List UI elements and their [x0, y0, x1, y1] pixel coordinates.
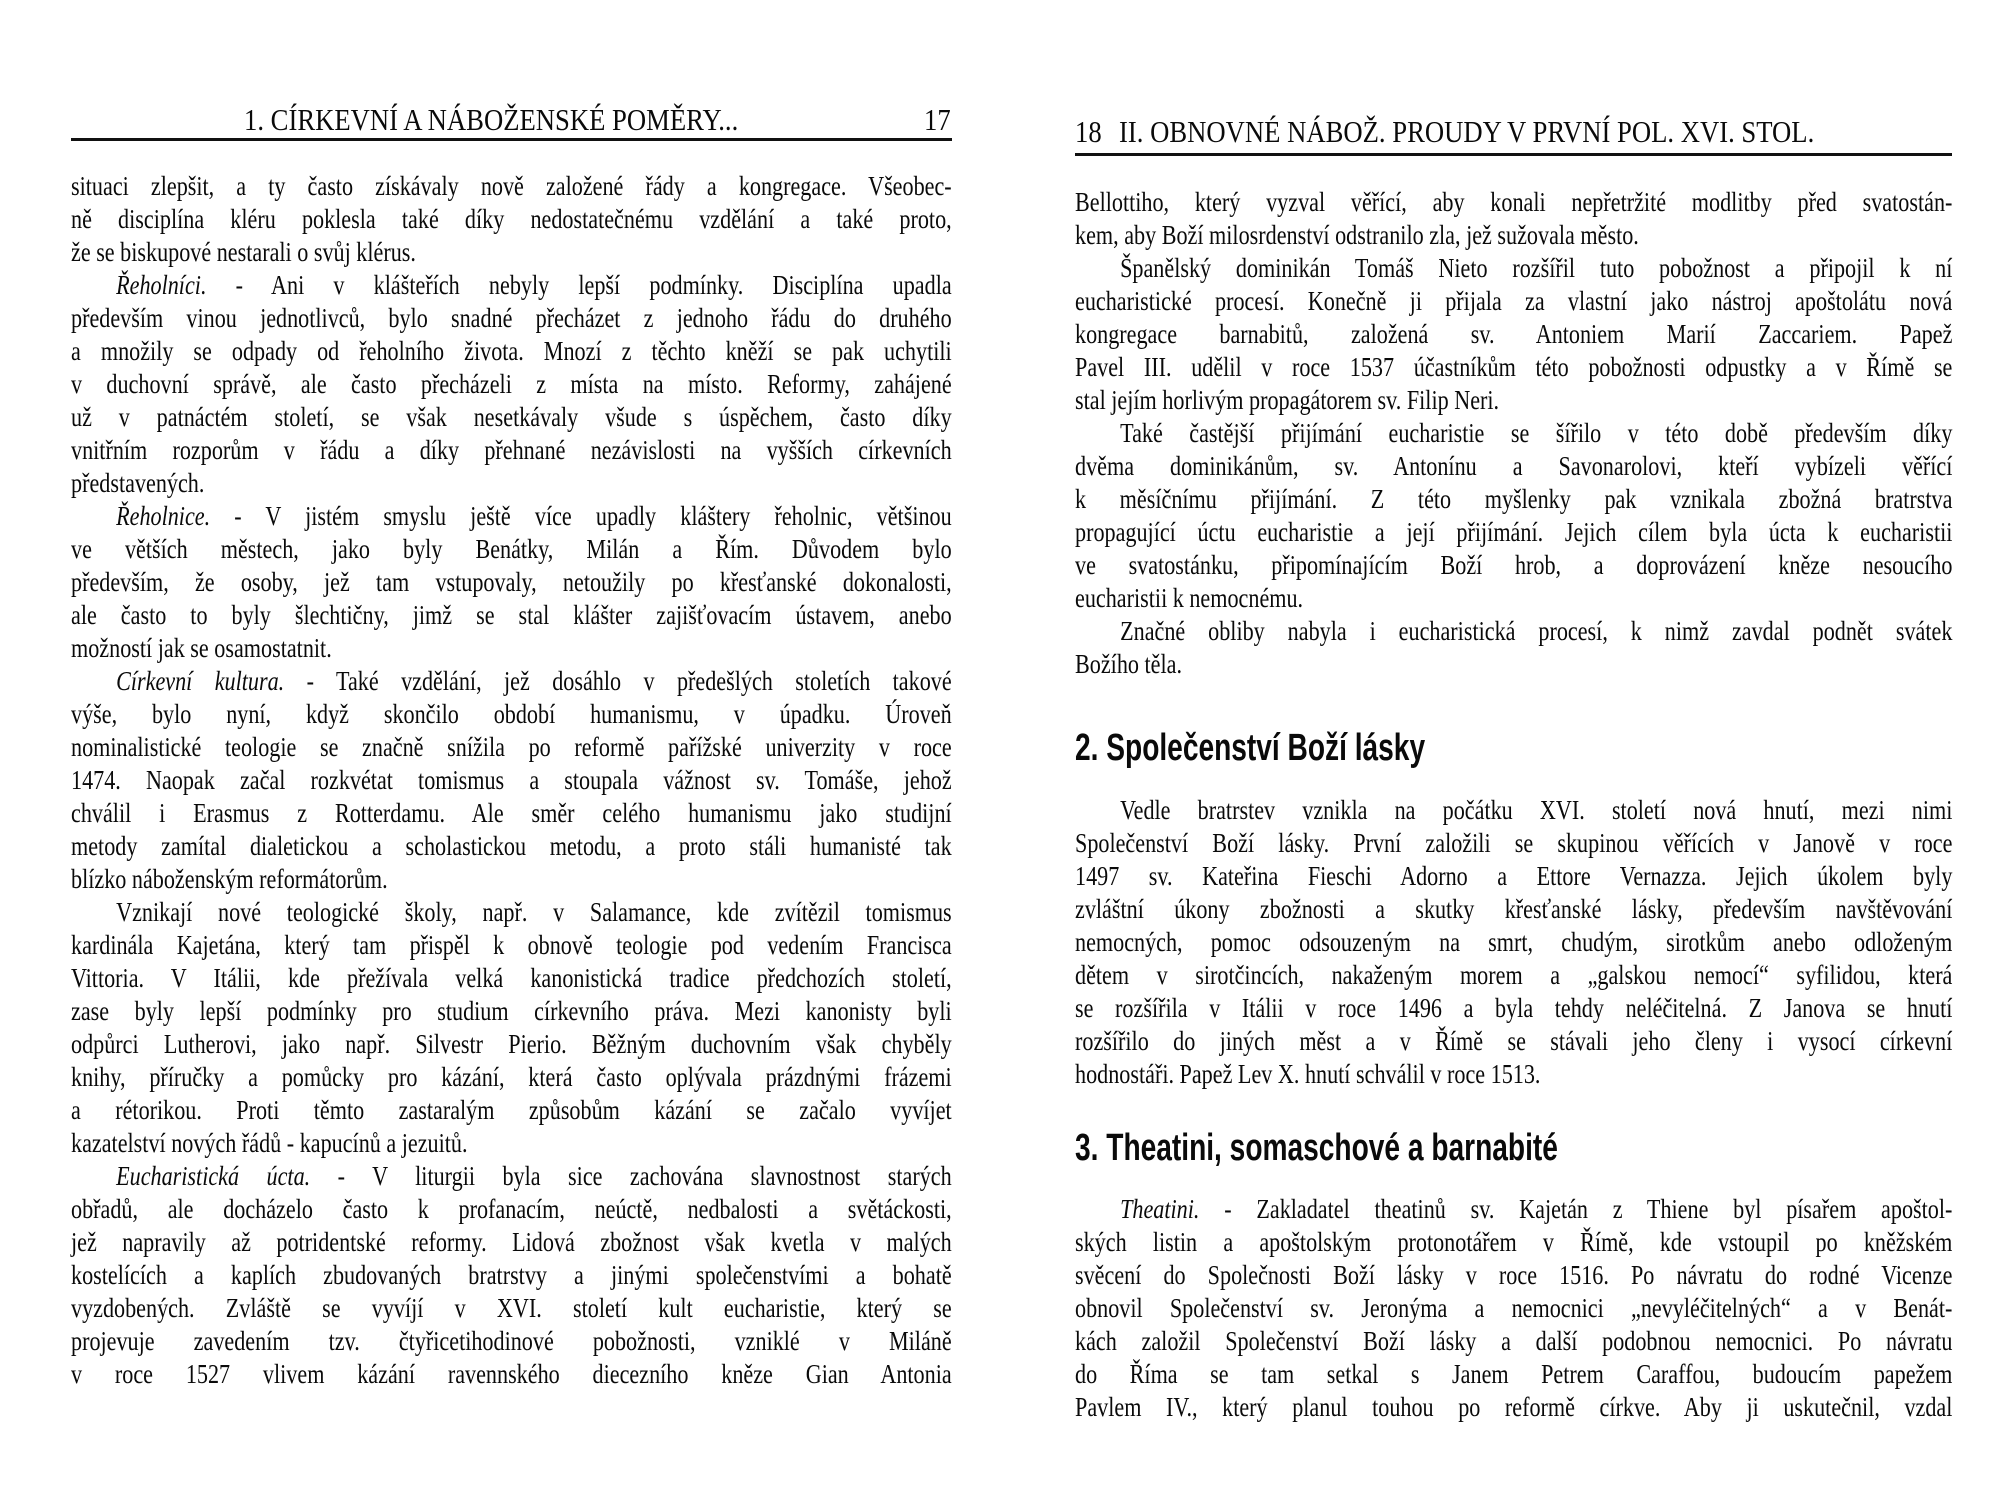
paragraph-lead: Církevní kultura. — [116, 666, 285, 696]
text-line — [1075, 1259, 1952, 1292]
text-line — [71, 929, 952, 962]
text-line — [1075, 483, 1952, 516]
line-text: eucharistii k nemocnému. — [1075, 583, 1304, 613]
line-text: Značné obliby nabyla i eucharistická procesí, k nimž zavdal podnět svátek — [1120, 616, 1953, 646]
text-line — [71, 1325, 952, 1358]
text-line — [71, 632, 952, 665]
line-text: Bellottiho, který vyzval věřící, aby konali nepřetržité modlitby před svatostán- — [1075, 187, 1953, 217]
text-line — [1075, 516, 1952, 549]
line-text: nominalistické teologie se značně snížila po reformě pařížské univerzity v roce — [71, 732, 952, 762]
text-line — [71, 731, 952, 764]
text-line — [1075, 1292, 1952, 1325]
paragraph — [1075, 615, 1952, 681]
text-line — [1075, 860, 1952, 893]
text-line — [71, 797, 952, 830]
line-text: obřadů, ale docházelo často k profanacím, neúctě, nedbalosti a světáckosti, — [71, 1194, 952, 1224]
line-text: ských listin a apoštolským protonotářem v Římě, kde vstoupil po kněžském — [1075, 1227, 1953, 1257]
text-line — [1075, 417, 1952, 450]
text-line — [1075, 1193, 1952, 1226]
line-text: 1497 sv. Kateřina Fieschi Adorno a Ettore Vernazza. Jejich úkolem byly — [1075, 861, 1953, 891]
paragraph — [1075, 186, 1952, 252]
paragraph-lead: Řeholníci. — [116, 270, 207, 300]
line-text: kách založil Společenství Boží lásky a další podobnou nemocnici. Po návratu — [1075, 1326, 1953, 1356]
text-line — [71, 995, 952, 1028]
running-head-title: II. OBNOVNÉ NÁBOŽ. PROUDY V PRVNÍ POL. XVI. STOL. — [1119, 114, 1815, 149]
text-line — [71, 566, 952, 599]
text-line — [71, 1061, 952, 1094]
line-text: rozšířilo do jiných měst a v Římě se stávali jeho členy i vysocí církevní — [1075, 1026, 1953, 1056]
header-rule — [71, 138, 952, 141]
line-text: chválil i Erasmus z Rotterdamu. Ale směr celého humanismu jako studijní — [71, 798, 952, 828]
text-line — [1075, 219, 1952, 252]
paragraph — [1075, 252, 1952, 417]
line-text: Španělský dominikán Tomáš Nieto rozšířil tuto pobožnost a připojil k ní — [1120, 253, 1953, 283]
text-line — [71, 1226, 952, 1259]
page-number: 17 — [924, 102, 951, 137]
body-text — [71, 170, 952, 1391]
line-text: Společenství Boží lásky. První založili se skupinou věřících v Janově v roce — [1075, 828, 1953, 858]
line-text: ale často to byly šlechtičny, jimž se stal klášter zajišťovacím ústavem, anebo — [71, 600, 952, 630]
line-text: propagující úctu eucharistie a její přijímání. Jejich cílem byla úcta k eucharistii — [1075, 517, 1953, 547]
paragraph-lead: Eucharistická úcta. — [116, 1161, 311, 1191]
text-line — [1075, 549, 1952, 582]
text-line — [71, 665, 952, 698]
text-line — [71, 1358, 952, 1391]
line-text: Vznikají nové teologické školy, např. v Salamance, kde zvítězil tomismus — [116, 897, 952, 927]
line-text: stal jejím horlivým propagátorem sv. Filip Neri. — [1075, 385, 1500, 415]
line-text: a rétorikou. Proti těmto zastaralým způsobům kázání se začalo vyvíjet — [71, 1095, 952, 1125]
line-text: - Také vzdělání, jež dosáhlo v předešlých stoletích takové — [284, 666, 952, 696]
line-text: - V liturgii byla sice zachována slavnostnost starých — [310, 1161, 952, 1191]
line-text: ve větších městech, jako byly Benátky, Milán a Řím. Důvodem bylo — [71, 534, 952, 564]
text-line — [71, 467, 952, 500]
text-line — [1075, 827, 1952, 860]
text-line — [1075, 1391, 1952, 1424]
text-line — [71, 1127, 952, 1160]
line-text: ve svatostánku, připomínajícím Boží hrob, a doprovázení kněze nesoucího — [1075, 550, 1953, 580]
line-text: kardinála Kajetána, který tam přispěl k obnově teologie pod vedením Francisca — [71, 930, 952, 960]
line-text: ně disciplína kléru poklesla také díky nedostatečnému vzdělání a také proto, — [71, 204, 952, 234]
paragraph — [1075, 794, 1952, 1091]
text-line — [71, 764, 952, 797]
text-line — [71, 500, 952, 533]
text-line — [1075, 992, 1952, 1025]
text-line — [1075, 450, 1952, 483]
text-line — [1075, 186, 1952, 219]
page-number: 18 — [1075, 114, 1102, 149]
line-text: odpůrci Lutherovi, jako např. Silvestr Pierio. Běžným duchovním však chyběly — [71, 1029, 952, 1059]
line-text: nemocných, pomoc odsouzeným na smrt, chudým, sirotkům anebo odloženým — [1075, 927, 1953, 957]
section-3-text — [1075, 1193, 1952, 1424]
line-text: Pavlem IV., který planul touhou po reformě církve. Aby ji uskutečnil, vzdal — [1075, 1392, 1953, 1422]
line-text: - Zakladatel theatinů sv. Kajetán z Thiene byl písařem apoštol- — [1199, 1194, 1953, 1224]
text-line — [71, 335, 952, 368]
line-text: vnitřním rozporům v řádu a díky přehnané nezávislosti na vyšších církevních — [71, 435, 952, 465]
text-line — [1075, 893, 1952, 926]
line-text: situaci zlepšit, a ty často získávaly nově založené řády a kongregace. Všeobec- — [71, 171, 952, 201]
line-text: jež napravily až potridentské reformy. Lidová zbožnost však kvetla v malých — [71, 1227, 952, 1257]
line-text: eucharistické procesí. Konečně ji přijala za vlastní jako nástroj apoštolátu nová — [1075, 286, 1953, 316]
text-line — [71, 863, 952, 896]
paragraph — [71, 896, 952, 1160]
paragraph — [1075, 1193, 1952, 1424]
text-line — [1075, 615, 1952, 648]
text-line — [71, 302, 952, 335]
text-line — [1075, 252, 1952, 285]
paragraph-lead: Řeholnice. — [116, 501, 211, 531]
line-text: metody zamítal dialetickou a scholastickou metodu, a proto stáli humanisté tak — [71, 831, 952, 861]
paragraph — [71, 269, 952, 500]
text-line — [71, 830, 952, 863]
line-text: 1474. Naopak začal rozkvétat tomismus a stoupala vážnost sv. Tomáše, jehož — [71, 765, 952, 795]
paragraph — [1075, 417, 1952, 615]
text-line — [71, 236, 952, 269]
text-line — [1075, 1325, 1952, 1358]
text-line — [71, 698, 952, 731]
paragraph-lead: Theatini. — [1120, 1194, 1200, 1224]
line-text: knihy, příručky a pomůcky pro kázání, která často oplývala prázdnými frázemi — [71, 1062, 952, 1092]
text-line — [71, 1160, 952, 1193]
section-heading-3: 3. Theatini, somaschové a barnabité — [1075, 1127, 1558, 1169]
line-text: zase byly lepší podmínky pro studium církevního práva. Mezi kanonisty byli — [71, 996, 952, 1026]
text-line — [71, 1094, 952, 1127]
line-text: Vittoria. V Itálii, kde přežívala velká kanonistická tradice předchozích století, — [71, 963, 952, 993]
text-line — [1075, 959, 1952, 992]
line-text: blízko náboženským reformátorům. — [71, 864, 388, 894]
line-text: kostelících a kaplích zbudovaných bratrstvy a jinými společenstvími a bohatě — [71, 1260, 952, 1290]
body-text — [1075, 186, 1952, 681]
text-line — [71, 1292, 952, 1325]
text-line — [71, 203, 952, 236]
running-head-title: 1. CÍRKEVNÍ A NÁBOŽENSKÉ POMĚRY... — [244, 102, 739, 137]
text-line — [1075, 1025, 1952, 1058]
line-text: kazatelství nových řádů - kapucínů a jezuitů. — [71, 1128, 468, 1158]
text-line — [71, 269, 952, 302]
text-line — [71, 170, 952, 203]
text-line — [1075, 351, 1952, 384]
line-text: obnovil Společenství sv. Jeronýma a nemocnici „nevyléčitelných“ a v Benát- — [1075, 1293, 1953, 1323]
line-text: Také častější přijímání eucharistie se šířilo v této době především díky — [1120, 418, 1953, 448]
text-line — [1075, 648, 1952, 681]
line-text: představených. — [71, 468, 205, 498]
text-line — [1075, 582, 1952, 615]
text-line — [71, 368, 952, 401]
line-text: že se biskupové nestarali o svůj klérus. — [71, 237, 416, 267]
header-rule — [1075, 153, 1952, 156]
text-line — [71, 401, 952, 434]
line-text: dětem v sirotčincích, nakaženým morem a „galskou nemocí“ syfilidou, která — [1075, 960, 1953, 990]
text-line — [71, 434, 952, 467]
text-line — [1075, 285, 1952, 318]
line-text: kongregace barnabitů, založená sv. Antoniem Marií Zaccariem. Papež — [1075, 319, 1953, 349]
paragraph — [71, 170, 952, 269]
line-text: zvláštní úkony zbožnosti a skutky křesťanské lásky, především navštěvování — [1075, 894, 1953, 924]
line-text: především, že osoby, jež tam vstupovaly, netoužily po křesťanské dokonalosti, — [71, 567, 952, 597]
line-text: Pavel III. udělil v roce 1537 účastníkům této pobožnosti odpustky a v Římě se — [1075, 352, 1953, 382]
text-line — [71, 1193, 952, 1226]
line-text: v duchovní správě, ale často přecházeli z místa na místo. Reformy, zahájené — [71, 369, 952, 399]
line-text: hodnostáři. Papež Lev X. hnutí schválil v roce 1513. — [1075, 1059, 1541, 1089]
text-line — [1075, 318, 1952, 351]
right-page — [1003, 0, 2006, 1500]
line-text: vyzdobených. Zvláště se vyvíjí v XVI. století kult eucharistie, který se — [71, 1293, 952, 1323]
text-line — [1075, 1226, 1952, 1259]
text-line — [71, 1259, 952, 1292]
text-line — [1075, 1058, 1952, 1091]
paragraph — [71, 665, 952, 896]
line-text: svěcení do Společnosti Boží lásky v roce 1516. Po návratu do rodné Vicenze — [1075, 1260, 1953, 1290]
line-text: v roce 1527 vlivem kázání ravennského diecezního kněze Gian Antonia — [71, 1359, 952, 1389]
line-text: - Ani v klášteřích nebyly lepší podmínky. Disciplína upadla — [206, 270, 952, 300]
text-line — [71, 533, 952, 566]
text-line — [1075, 926, 1952, 959]
line-text: dvěma dominikánům, sv. Antonínu a Savonarolovi, kteří vybízeli věřící — [1075, 451, 1953, 481]
paragraph — [71, 500, 952, 665]
text-line — [71, 1028, 952, 1061]
line-text: se rozšířila v Itálii v roce 1496 a byla tehdy neléčitelná. Z Janova se hnutí — [1075, 993, 1953, 1023]
line-text: k měsíčnímu přijímání. Z této myšlenky pak vznikala zbožná bratrstva — [1075, 484, 1953, 514]
line-text: a množily se odpady od řeholního života. Mnozí z těchto kněží se pak uchytili — [71, 336, 952, 366]
text-line — [71, 962, 952, 995]
line-text: projevuje zavedením tzv. čtyřicetihodinové pobožnosti, vzniklé v Miláně — [71, 1326, 952, 1356]
text-line — [1075, 1358, 1952, 1391]
line-text: - V jistém smyslu ještě více upadly kláštery řeholnic, většinou — [210, 501, 952, 531]
text-line — [71, 896, 952, 929]
paragraph — [71, 1160, 952, 1391]
line-text: Božího těla. — [1075, 649, 1182, 679]
line-text: kem, aby Boží milosrdenství odstranilo zla, jež sužovala město. — [1075, 220, 1639, 250]
line-text: do Říma se tam setkal s Janem Petrem Caraffou, budoucím papežem — [1075, 1359, 1953, 1389]
section-heading-2: 2. Společenství Boží lásky — [1075, 727, 1426, 769]
line-text: především vinou jednotlivců, bylo snadné přecházet z jednoho řádu do druhého — [71, 303, 952, 333]
line-text: výše, bylo nyní, když skončilo období humanismu, v úpadku. Úroveň — [71, 699, 952, 729]
line-text: Vedle bratrstev vznikla na počátku XVI. století nová hnutí, mezi nimi — [1120, 795, 1953, 825]
section-2-text — [1075, 794, 1952, 1091]
line-text: už v patnáctém století, se však nesetkávaly všude s úspěchem, často díky — [71, 402, 952, 432]
line-text: možností jak se osamostatnit. — [71, 633, 332, 663]
text-line — [1075, 794, 1952, 827]
text-line — [71, 599, 952, 632]
text-line — [1075, 384, 1952, 417]
